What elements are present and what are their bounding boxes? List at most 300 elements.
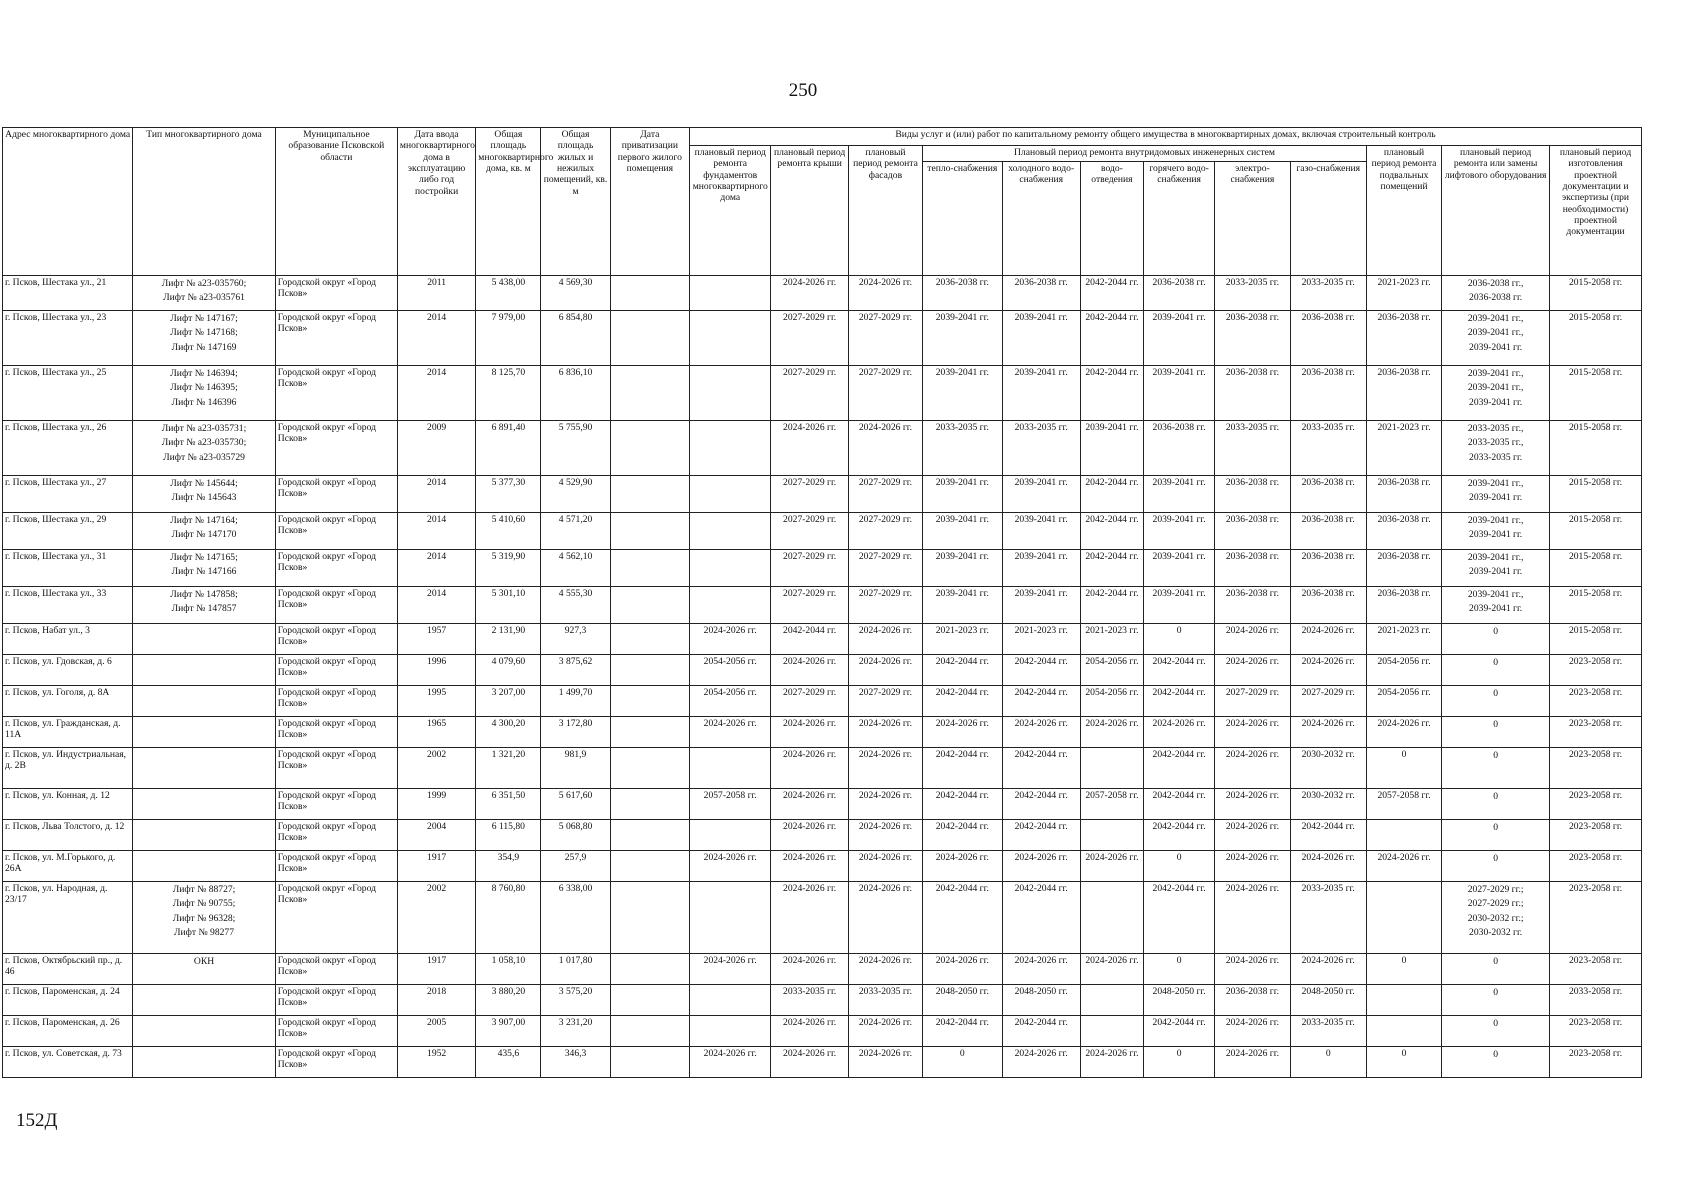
cell-elevator-line: 0 [1493, 987, 1499, 998]
cell-year: 1996 [397, 655, 475, 686]
cell-gas: 0 [1290, 1047, 1366, 1078]
cell-electric: 2036-2038 гг. [1215, 985, 1290, 1016]
cell-address: г. Псков, Льва Толстого, д. 12 [3, 820, 133, 851]
cell-house-type [133, 748, 276, 789]
cell-design: 2023-2058 гг. [1550, 789, 1642, 820]
cell-design: 2023-2058 гг. [1550, 686, 1642, 717]
cell-basement: 0 [1366, 748, 1441, 789]
cell-address: г. Псков, Шестака ул., 26 [3, 421, 133, 476]
cell-house-type-line: Лифт № 147165; [170, 552, 238, 563]
table-row [3, 550, 1642, 587]
cell-house-type [133, 311, 276, 366]
cell-elevator [1442, 655, 1550, 686]
cell-total-area: 6 115,80 [476, 820, 541, 851]
cell-cold-water: 2042-2044 гг. [1002, 882, 1080, 954]
header-hot-water: горячего водо-снабжения [1143, 162, 1214, 276]
cell-elevator-line: 2039-2041 гг., [1467, 515, 1524, 526]
cell-gas: 2036-2038 гг. [1290, 476, 1366, 513]
cell-year: 2014 [397, 366, 475, 421]
cell-total-area: 4 079,60 [476, 655, 541, 686]
cell-foundation [690, 513, 771, 550]
cell-roof: 2024-2026 гг. [771, 717, 848, 748]
cell-foundation [690, 587, 771, 624]
cell-cold-water: 2042-2044 гг. [1002, 686, 1080, 717]
header-facade: плановый период ремонта фасадов [848, 146, 922, 276]
cell-year: 2005 [397, 1016, 475, 1047]
cell-house-type-line: Лифт № а23-035731; [161, 423, 247, 434]
cell-cold-water: 2042-2044 гг. [1002, 748, 1080, 789]
page-number: 250 [788, 80, 818, 101]
cell-house-type-line: Лифт № а23-035730; [161, 437, 247, 449]
cell-facade: 2027-2029 гг. [848, 366, 922, 421]
table-row [3, 655, 1642, 686]
cell-gas: 2033-2035 гг. [1290, 1016, 1366, 1047]
cell-privatization [610, 513, 689, 550]
cell-house-type-line: Лифт № 90755; [172, 898, 236, 910]
cell-elevator [1442, 421, 1550, 476]
cell-elevator [1442, 624, 1550, 655]
cell-elevator [1442, 686, 1550, 717]
cell-sewage: 2024-2026 гг. [1080, 954, 1143, 985]
cell-roof: 2024-2026 гг. [771, 655, 848, 686]
cell-facade: 2024-2026 гг. [848, 748, 922, 789]
cell-heat: 2042-2044 гг. [923, 1016, 1002, 1047]
cell-elevator-line: 2039-2041 гг., [1467, 552, 1524, 563]
cell-address: г. Псков, Шестака ул., 27 [3, 476, 133, 513]
cell-roof: 2033-2035 гг. [771, 985, 848, 1016]
cell-cold-water: 2039-2041 гг. [1002, 550, 1080, 587]
cell-living-area: 4 571,20 [541, 513, 610, 550]
cell-roof: 2027-2029 гг. [771, 513, 848, 550]
cell-total-area: 5 319,90 [476, 550, 541, 587]
cell-total-area: 5 438,00 [476, 276, 541, 311]
header-heat: тепло-снабжения [923, 162, 1002, 276]
cell-house-type [133, 789, 276, 820]
cell-municipality: Городской округ «Город Псков» [275, 985, 397, 1016]
cell-foundation: 2024-2026 гг. [690, 624, 771, 655]
cell-year: 1957 [397, 624, 475, 655]
cell-roof: 2024-2026 гг. [771, 820, 848, 851]
cell-address: г. Псков, Шестака ул., 33 [3, 587, 133, 624]
header-design: плановый период изготовления проектной документации и экспертизы (при необходимости) проектной документации [1550, 146, 1642, 276]
table-row [3, 748, 1642, 789]
cell-electric: 2036-2038 гг. [1215, 550, 1290, 587]
cell-address: г. Псков, Октябрьский пр., д. 46 [3, 954, 133, 985]
cell-privatization [610, 421, 689, 476]
cell-elevator-line: 2030-2032 гг.; [1467, 912, 1524, 924]
cell-house-type [133, 985, 276, 1016]
cell-elevator-line: 0 [1493, 956, 1499, 967]
cell-sewage: 2042-2044 гг. [1080, 366, 1143, 421]
cell-design: 2023-2058 гг. [1550, 954, 1642, 985]
cell-design: 2015-2058 гг. [1550, 476, 1642, 513]
cell-living-area: 3 875,62 [541, 655, 610, 686]
cell-heat: 2039-2041 гг. [923, 587, 1002, 624]
cell-roof: 2024-2026 гг. [771, 954, 848, 985]
cell-facade: 2033-2035 гг. [848, 985, 922, 1016]
cell-municipality: Городской округ «Город Псков» [275, 513, 397, 550]
cell-total-area: 8 760,80 [476, 882, 541, 954]
cell-basement [1366, 985, 1441, 1016]
cell-cold-water: 2039-2041 гг. [1002, 587, 1080, 624]
cell-roof: 2027-2029 гг. [771, 686, 848, 717]
header-gas: газо-снабжения [1290, 162, 1366, 276]
cell-hot-water: 2024-2026 гг. [1143, 717, 1214, 748]
cell-privatization [610, 276, 689, 311]
cell-year: 2018 [397, 985, 475, 1016]
cell-year: 2014 [397, 513, 475, 550]
cell-municipality: Городской округ «Город Псков» [275, 276, 397, 311]
cell-elevator [1442, 1047, 1550, 1078]
cell-elevator-line: 0 [1493, 822, 1499, 833]
cell-house-type [133, 587, 276, 624]
cell-privatization [610, 366, 689, 421]
cell-roof: 2027-2029 гг. [771, 476, 848, 513]
cell-year: 1917 [397, 851, 475, 882]
header-commission-date: Дата ввода многоквартирного дома в эксплуатацию либо год постройки [397, 128, 475, 276]
cell-roof: 2024-2026 гг. [771, 276, 848, 311]
cell-sewage: 2042-2044 гг. [1080, 587, 1143, 624]
cell-gas: 2030-2032 гг. [1290, 748, 1366, 789]
cell-address: г. Псков, ул. Гражданская, д. 11А [3, 717, 133, 748]
cell-address: г. Псков, ул. Индустриальная, д. 2В [3, 748, 133, 789]
cell-year: 1995 [397, 686, 475, 717]
cell-electric: 2036-2038 гг. [1215, 366, 1290, 421]
cell-electric: 2036-2038 гг. [1215, 311, 1290, 366]
cell-hot-water: 0 [1143, 624, 1214, 655]
cell-basement: 2021-2023 гг. [1366, 276, 1441, 311]
cell-elevator [1442, 717, 1550, 748]
cell-house-type [133, 820, 276, 851]
cell-facade: 2024-2026 гг. [848, 421, 922, 476]
cell-living-area: 6 338,00 [541, 882, 610, 954]
cell-house-type [133, 954, 276, 985]
cell-living-area: 981,9 [541, 748, 610, 789]
cell-heat: 2024-2026 гг. [923, 851, 1002, 882]
cell-hot-water: 0 [1143, 954, 1214, 985]
cell-sewage: 2054-2056 гг. [1080, 655, 1143, 686]
cell-privatization [610, 476, 689, 513]
cell-facade: 2027-2029 гг. [848, 476, 922, 513]
cell-address: г. Псков, Пароменская, д. 26 [3, 1016, 133, 1047]
cell-house-type-line: Лифт № 147166 [171, 566, 237, 578]
table-row [3, 311, 1642, 366]
cell-house-type-line: Лифт № 88727; [172, 884, 236, 895]
cell-year: 2002 [397, 748, 475, 789]
cell-living-area: 4 555,30 [541, 587, 610, 624]
cell-house-type [133, 513, 276, 550]
cell-municipality: Городской округ «Город Псков» [275, 366, 397, 421]
cell-facade: 2024-2026 гг. [848, 624, 922, 655]
header-privatization-date: Дата приватизации первого жилого помещения [610, 128, 689, 276]
cell-year: 1917 [397, 954, 475, 985]
cell-cold-water: 2021-2023 гг. [1002, 624, 1080, 655]
cell-gas: 2033-2035 гг. [1290, 276, 1366, 311]
cell-house-type-line: Лифт № 145643 [171, 492, 237, 504]
cell-design: 2023-2058 гг. [1550, 1047, 1642, 1078]
cell-elevator [1442, 587, 1550, 624]
cell-municipality: Городской округ «Город Псков» [275, 789, 397, 820]
cell-gas: 2030-2032 гг. [1290, 789, 1366, 820]
cell-house-type [133, 476, 276, 513]
cell-electric: 2024-2026 гг. [1215, 748, 1290, 789]
cell-electric: 2024-2026 гг. [1215, 882, 1290, 954]
cell-electric: 2024-2026 гг. [1215, 789, 1290, 820]
cell-total-area: 3 907,00 [476, 1016, 541, 1047]
cell-elevator-line: 0 [1493, 853, 1499, 864]
cell-roof: 2024-2026 гг. [771, 789, 848, 820]
cell-house-type-line: Лифт № 147170 [171, 529, 237, 541]
cell-gas: 2033-2035 гг. [1290, 421, 1366, 476]
cell-address: г. Псков, Шестака ул., 21 [3, 276, 133, 311]
cell-cold-water: 2039-2041 гг. [1002, 366, 1080, 421]
cell-elevator-line: 2033-2035 гг. [1469, 451, 1523, 463]
cell-gas: 2024-2026 гг. [1290, 655, 1366, 686]
cell-elevator-line: 2039-2041 гг., [1467, 478, 1524, 489]
cell-elevator-line: 2039-2041 гг. [1469, 396, 1523, 408]
table-row [3, 476, 1642, 513]
cell-foundation: 2054-2056 гг. [690, 686, 771, 717]
cell-cold-water: 2039-2041 гг. [1002, 311, 1080, 366]
cell-year: 1965 [397, 717, 475, 748]
cell-basement: 2036-2038 гг. [1366, 311, 1441, 366]
cell-house-type [133, 421, 276, 476]
table-row [3, 1016, 1642, 1047]
cell-year: 2002 [397, 882, 475, 954]
cell-elevator [1442, 789, 1550, 820]
cell-elevator-line: 0 [1493, 688, 1499, 699]
cell-facade: 2024-2026 гг. [848, 655, 922, 686]
cell-house-type-line: Лифт № а23-035761 [163, 292, 245, 304]
cell-house-type-line: Лифт № 146396 [171, 396, 237, 408]
cell-sewage: 2039-2041 гг. [1080, 421, 1143, 476]
header-house-type: Тип многоквартирного дома [133, 128, 276, 276]
table-row [3, 624, 1642, 655]
cell-house-type-line: Лифт № 147164; [170, 515, 238, 526]
cell-total-area: 7 979,00 [476, 311, 541, 366]
cell-cold-water: 2024-2026 гг. [1002, 717, 1080, 748]
cell-design: 2015-2058 гг. [1550, 624, 1642, 655]
cell-total-area: 435,6 [476, 1047, 541, 1078]
cell-living-area: 1 017,80 [541, 954, 610, 985]
cell-sewage: 2057-2058 гг. [1080, 789, 1143, 820]
cell-elevator-line: 2039-2041 гг. [1469, 492, 1523, 504]
cell-elevator-line: 2027-2029 гг.; [1467, 898, 1524, 910]
cell-elevator-line: 0 [1493, 1018, 1499, 1029]
cell-foundation [690, 476, 771, 513]
cell-basement: 2021-2023 гг. [1366, 624, 1441, 655]
cell-sewage [1080, 1016, 1143, 1047]
cell-facade: 2024-2026 гг. [848, 820, 922, 851]
cell-design: 2023-2058 гг. [1550, 748, 1642, 789]
cell-year: 2014 [397, 311, 475, 366]
cell-facade: 2024-2026 гг. [848, 851, 922, 882]
cell-hot-water: 2039-2041 гг. [1143, 476, 1214, 513]
cell-house-type [133, 624, 276, 655]
cell-gas: 2036-2038 гг. [1290, 366, 1366, 421]
cell-gas: 2042-2044 гг. [1290, 820, 1366, 851]
cell-facade: 2027-2029 гг. [848, 686, 922, 717]
cell-basement: 2036-2038 гг. [1366, 550, 1441, 587]
cell-living-area: 5 068,80 [541, 820, 610, 851]
cell-roof: 2024-2026 гг. [771, 1016, 848, 1047]
cell-address: г. Псков, Шестака ул., 25 [3, 366, 133, 421]
cell-total-area: 6 351,50 [476, 789, 541, 820]
cell-electric: 2024-2026 гг. [1215, 851, 1290, 882]
cell-total-area: 4 300,20 [476, 717, 541, 748]
cell-electric: 2027-2029 гг. [1215, 686, 1290, 717]
cell-house-type-line: Лифт № 147858; [170, 589, 238, 600]
cell-sewage: 2042-2044 гг. [1080, 476, 1143, 513]
cell-electric: 2036-2038 гг. [1215, 587, 1290, 624]
header-roof: плановый период ремонта крыши [771, 146, 848, 276]
cell-gas: 2033-2035 гг. [1290, 882, 1366, 954]
cell-address: г. Псков, ул. Конная, д. 12 [3, 789, 133, 820]
cell-house-type-line: Лифт № 145644; [170, 478, 238, 489]
cell-municipality: Городской округ «Город Псков» [275, 421, 397, 476]
cell-heat: 2042-2044 гг. [923, 686, 1002, 717]
header-cold-water: холодного водо-снабжения [1002, 162, 1080, 276]
cell-heat: 2039-2041 гг. [923, 550, 1002, 587]
cell-elevator-line: 0 [1493, 626, 1499, 637]
cell-sewage: 2024-2026 гг. [1080, 717, 1143, 748]
cell-house-type [133, 366, 276, 421]
cell-privatization [610, 311, 689, 366]
cell-facade: 2027-2029 гг. [848, 311, 922, 366]
cell-hot-water: 2042-2044 гг. [1143, 820, 1214, 851]
cell-house-type [133, 882, 276, 954]
cell-house-type [133, 851, 276, 882]
cell-hot-water: 2039-2041 гг. [1143, 513, 1214, 550]
cell-year: 2014 [397, 550, 475, 587]
cell-hot-water: 0 [1143, 1047, 1214, 1078]
cell-year: 2009 [397, 421, 475, 476]
cell-basement: 0 [1366, 954, 1441, 985]
cell-foundation: 2057-2058 гг. [690, 789, 771, 820]
cell-elevator [1442, 513, 1550, 550]
cell-design: 2023-2058 гг. [1550, 717, 1642, 748]
cell-hot-water: 2042-2044 гг. [1143, 655, 1214, 686]
table-body [3, 276, 1642, 1078]
cell-privatization [610, 748, 689, 789]
cell-elevator [1442, 550, 1550, 587]
cell-municipality: Городской округ «Город Псков» [275, 587, 397, 624]
cell-privatization [610, 985, 689, 1016]
cell-heat: 2042-2044 гг. [923, 655, 1002, 686]
cell-hot-water: 2048-2050 гг. [1143, 985, 1214, 1016]
cell-municipality: Городской округ «Город Псков» [275, 1047, 397, 1078]
cell-year: 2004 [397, 820, 475, 851]
cell-roof: 2024-2026 гг. [771, 421, 848, 476]
cell-roof: 2024-2026 гг. [771, 1047, 848, 1078]
cell-gas: 2036-2038 гг. [1290, 587, 1366, 624]
cell-total-area: 5 377,30 [476, 476, 541, 513]
cell-total-area: 354,9 [476, 851, 541, 882]
cell-house-type-line: Лифт № 96328; [172, 912, 236, 924]
cell-cold-water: 2024-2026 гг. [1002, 851, 1080, 882]
cell-cold-water: 2042-2044 гг. [1002, 655, 1080, 686]
table-row [3, 789, 1642, 820]
cell-electric: 2024-2026 гг. [1215, 1047, 1290, 1078]
cell-foundation [690, 748, 771, 789]
header-address: Адрес многоквартирного дома [3, 128, 133, 276]
cell-gas: 2024-2026 гг. [1290, 954, 1366, 985]
cell-basement: 2021-2023 гг. [1366, 421, 1441, 476]
cell-cold-water: 2039-2041 гг. [1002, 476, 1080, 513]
capital-repair-table [2, 127, 1642, 1078]
cell-foundation [690, 985, 771, 1016]
table-row [3, 882, 1642, 954]
table-row [3, 421, 1642, 476]
header-elevator: плановый период ремонта или замены лифтового оборудования [1442, 146, 1550, 276]
header-sewage: водо-отведения [1080, 162, 1143, 276]
cell-house-type [133, 1016, 276, 1047]
cell-sewage: 2042-2044 гг. [1080, 550, 1143, 587]
cell-address: г. Псков, Пароменская, д. 24 [3, 985, 133, 1016]
table-row [3, 820, 1642, 851]
cell-house-type-line: Лифт № 146395; [170, 382, 238, 394]
cell-design: 2015-2058 гг. [1550, 366, 1642, 421]
cell-sewage [1080, 820, 1143, 851]
cell-address: г. Псков, ул. Гдовская, д. 6 [3, 655, 133, 686]
cell-basement: 2054-2056 гг. [1366, 655, 1441, 686]
cell-hot-water: 2039-2041 гг. [1143, 587, 1214, 624]
cell-facade: 2024-2026 гг. [848, 1016, 922, 1047]
cell-elevator [1442, 748, 1550, 789]
cell-foundation: 2024-2026 гг. [690, 851, 771, 882]
cell-facade: 2024-2026 гг. [848, 789, 922, 820]
cell-municipality: Городской округ «Город Псков» [275, 748, 397, 789]
cell-sewage: 2042-2044 гг. [1080, 311, 1143, 366]
cell-sewage: 2024-2026 гг. [1080, 1047, 1143, 1078]
cell-basement: 2024-2026 гг. [1366, 851, 1441, 882]
cell-living-area: 257,9 [541, 851, 610, 882]
cell-privatization [610, 789, 689, 820]
cell-basement: 2057-2058 гг. [1366, 789, 1441, 820]
cell-privatization [610, 624, 689, 655]
cell-roof: 2027-2029 гг. [771, 366, 848, 421]
cell-privatization [610, 820, 689, 851]
cell-electric: 2033-2035 гг. [1215, 276, 1290, 311]
cell-foundation: 2054-2056 гг. [690, 655, 771, 686]
cell-cold-water: 2042-2044 гг. [1002, 820, 1080, 851]
cell-living-area: 4 562,10 [541, 550, 610, 587]
cell-heat: 2039-2041 гг. [923, 476, 1002, 513]
cell-facade: 2024-2026 гг. [848, 954, 922, 985]
cell-total-area: 5 410,60 [476, 513, 541, 550]
cell-heat: 2042-2044 гг. [923, 789, 1002, 820]
cell-electric: 2024-2026 гг. [1215, 624, 1290, 655]
cell-roof: 2024-2026 гг. [771, 882, 848, 954]
cell-electric: 2024-2026 гг. [1215, 717, 1290, 748]
cell-electric: 2036-2038 гг. [1215, 476, 1290, 513]
cell-basement: 2036-2038 гг. [1366, 513, 1441, 550]
cell-heat: 2024-2026 гг. [923, 954, 1002, 985]
cell-year: 1999 [397, 789, 475, 820]
cell-municipality: Городской округ «Город Псков» [275, 476, 397, 513]
cell-municipality: Городской округ «Город Псков» [275, 624, 397, 655]
cell-sewage [1080, 748, 1143, 789]
cell-cold-water: 2048-2050 гг. [1002, 985, 1080, 1016]
cell-heat: 2039-2041 гг. [923, 366, 1002, 421]
table-row [3, 851, 1642, 882]
cell-address: г. Псков, Шестака ул., 31 [3, 550, 133, 587]
cell-total-area: 2 131,90 [476, 624, 541, 655]
cell-heat: 2039-2041 гг. [923, 513, 1002, 550]
header-total-area: Общая площадь многоквартирного дома, кв. м [476, 128, 541, 276]
cell-elevator-line: 0 [1493, 719, 1499, 730]
header-works-group: Виды услуг и (или) работ по капитальному ремонту общего имущества в многоквартирных домах, включая строительный контроль [690, 128, 1642, 146]
